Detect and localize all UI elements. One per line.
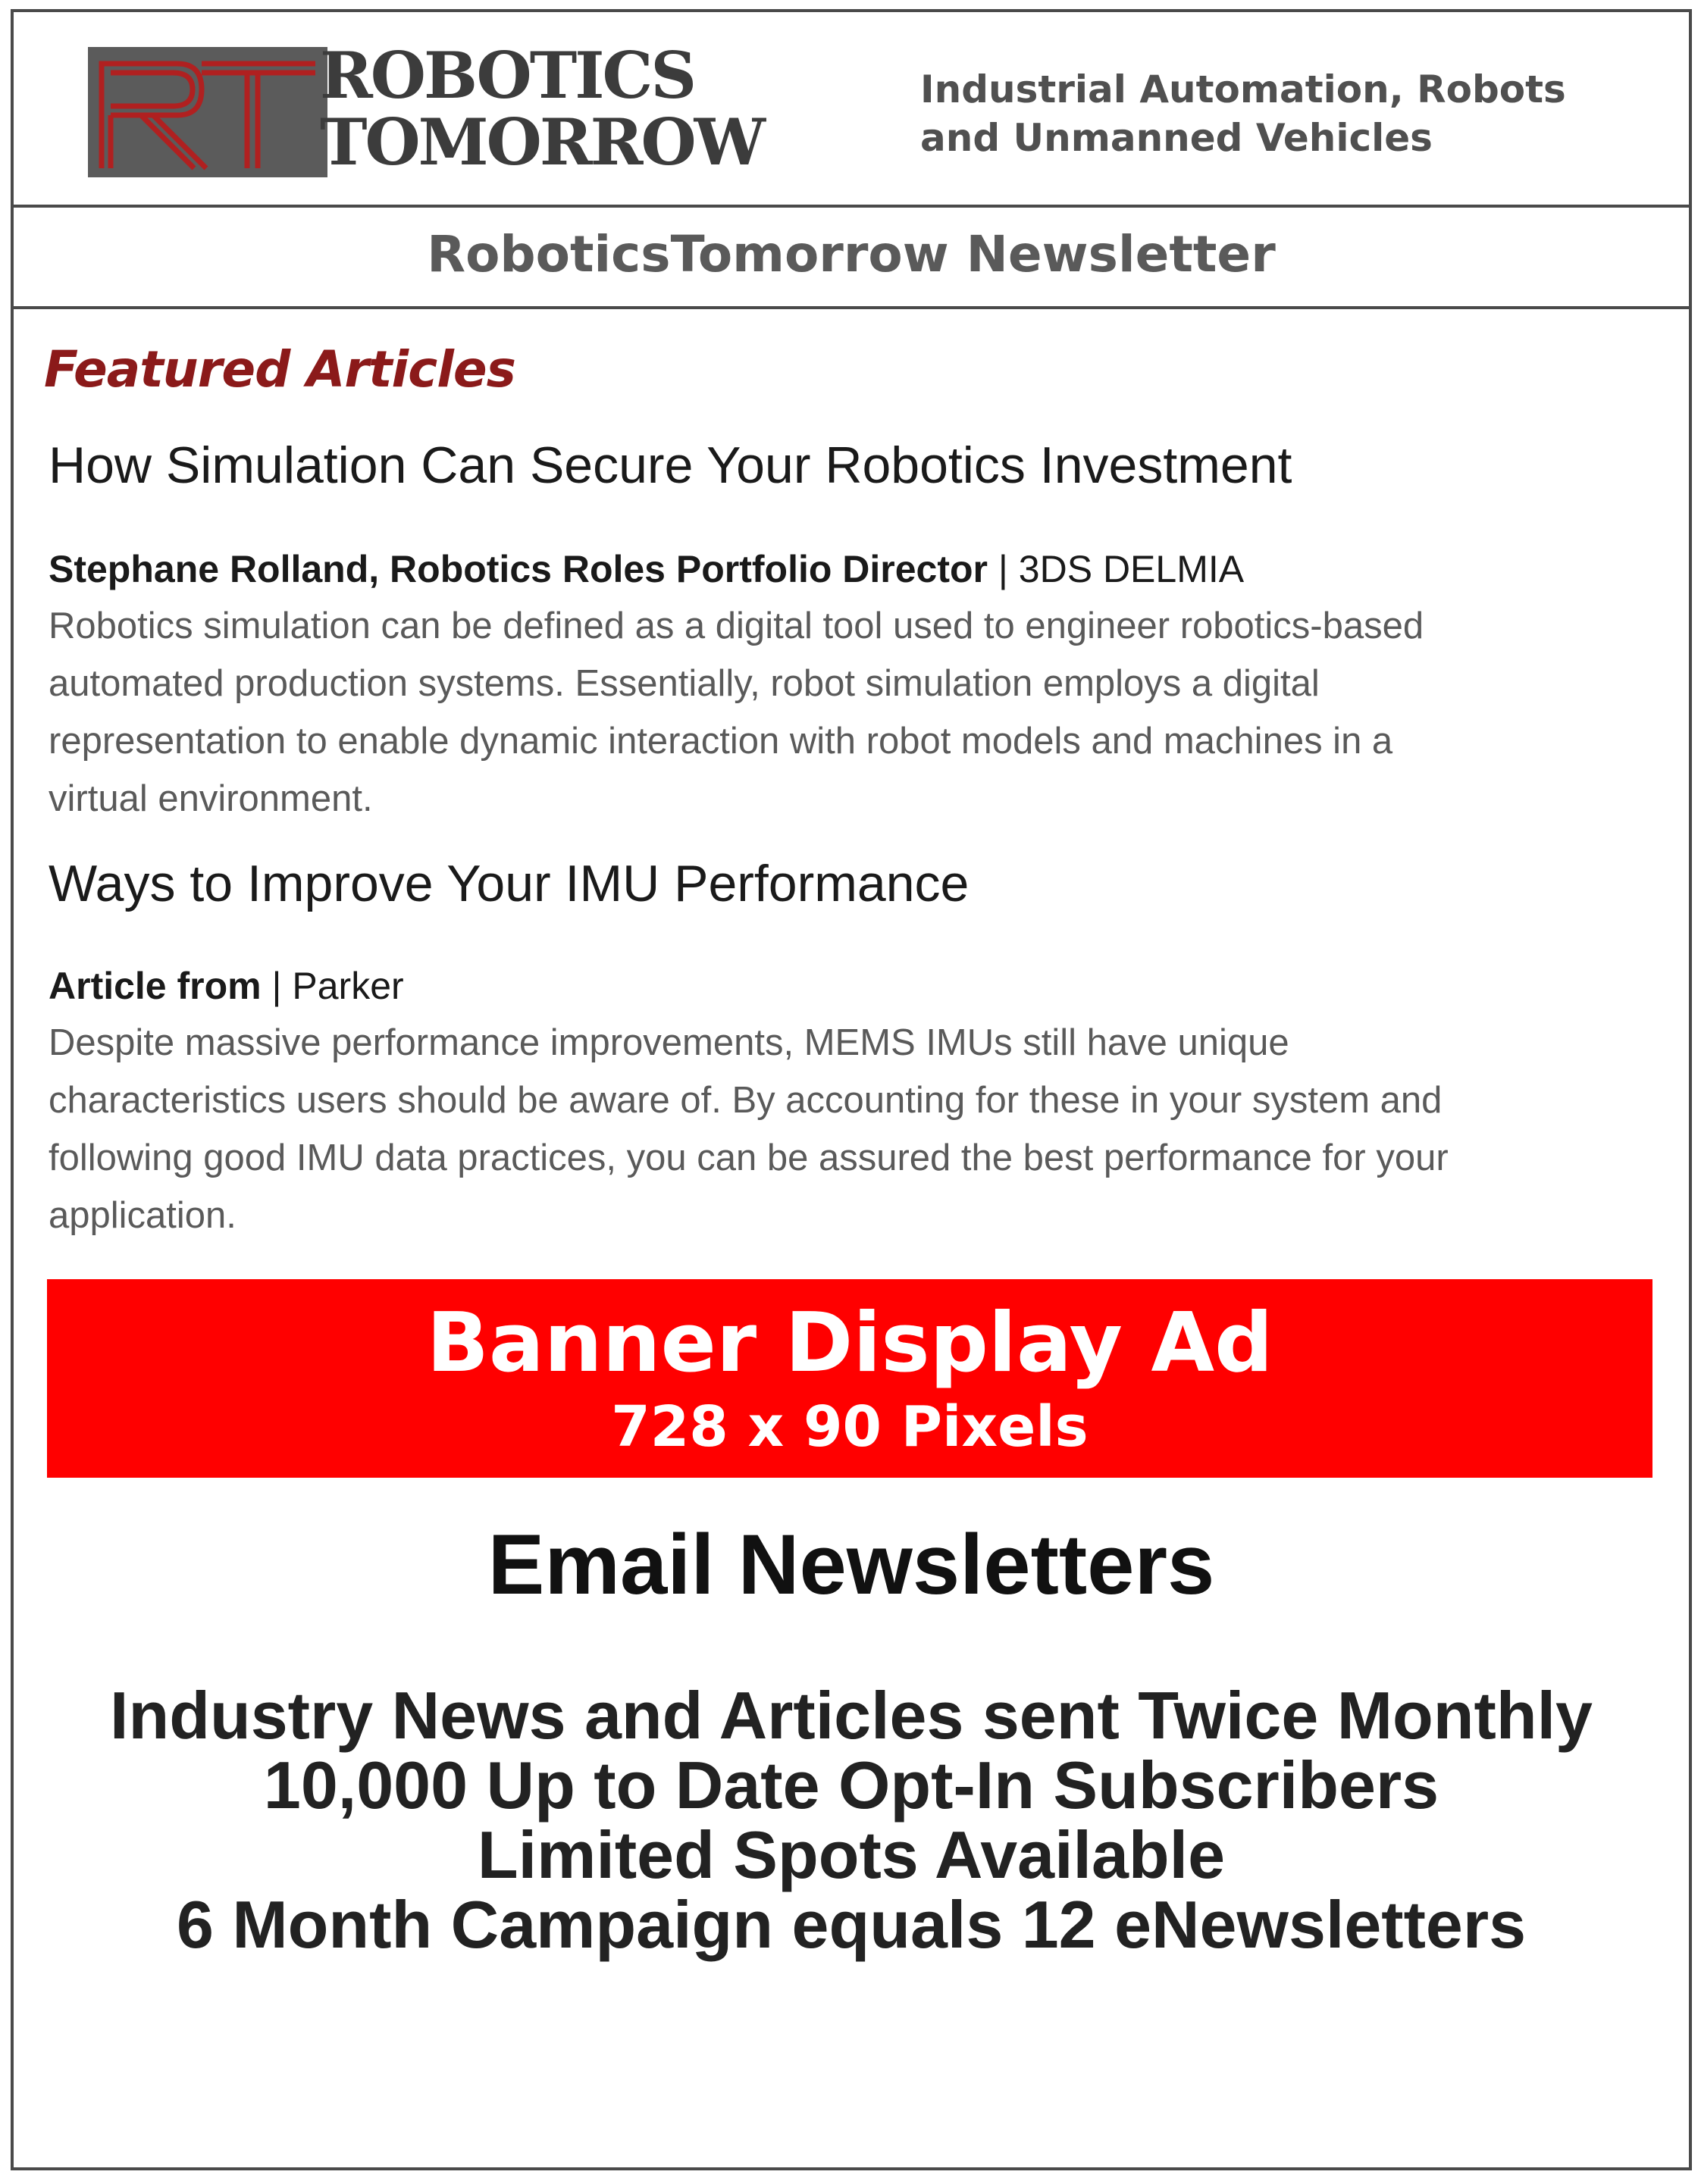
banner-ad-title: Banner Display Ad (426, 1296, 1273, 1391)
promo-line: 6 Month Campaign equals 12 eNewsletters (176, 1887, 1527, 1962)
article-company: | Parker (261, 965, 404, 1007)
email-newsletters-heading: Email Newsletters (487, 1517, 1215, 1612)
article-author: Article from (49, 965, 262, 1007)
site-tagline (920, 65, 1602, 162)
article-summary (49, 1014, 1625, 1244)
promo-details (14, 1678, 1689, 1962)
summary-line: Robotics simulation can be defined as a digital tool used to engineer robotics-based (49, 605, 1424, 646)
summary-line: Despite massive performance improvements, MEMS IMUs still have unique (49, 1022, 1289, 1063)
banner-display-ad[interactable] (47, 1279, 1652, 1478)
tagline-line-2: and Unmanned Vehicles (920, 116, 1433, 160)
article-byline (49, 546, 1244, 593)
article-byline (49, 962, 404, 1009)
featured-articles-heading: Featured Articles (44, 340, 515, 399)
article-summary (49, 597, 1625, 828)
article-title-link[interactable]: How Simulation Can Secure Your Robotics Investment (49, 436, 1292, 494)
promo-line: 10,000 Up to Date Opt-In Subscribers (263, 1748, 1439, 1823)
newsletter-title: RoboticsTomorrow Newsletter (427, 225, 1276, 283)
logo-line-robotics: ROBOTICS (320, 38, 695, 113)
logo-line-tomorrow: TOMORROW (320, 105, 763, 180)
summary-line: representation to enable dynamic interaction with robot models and machines in a (49, 721, 1393, 762)
rt-monogram-icon (88, 47, 327, 177)
summary-line: following good IMU data practices, you can be assured the best performance for your (49, 1137, 1449, 1178)
newsletter-header (14, 12, 1689, 205)
tagline-line-1: Industrial Automation, Robots (920, 67, 1566, 111)
header-divider (11, 205, 1692, 208)
promo-line: Industry News and Articles sent Twice Monthly (110, 1678, 1593, 1753)
article-author: Stephane Rolland, Robotics Roles Portfolio Director (49, 548, 988, 590)
promo-line: Limited Spots Available (477, 1817, 1226, 1892)
summary-line: virtual environment. (49, 778, 373, 819)
rt-logo-wordmark (320, 38, 835, 180)
banner-ad-size: 728 x 90 Pixels (611, 1394, 1089, 1460)
summary-line: automated production systems. Essentially, robot simulation employs a digital (49, 663, 1320, 704)
rt-logo-mark (88, 47, 327, 177)
article-title-link[interactable]: Ways to Improve Your IMU Performance (49, 855, 970, 912)
title-divider (11, 306, 1692, 309)
article-company: | 3DS DELMIA (988, 548, 1245, 590)
summary-line: application. (49, 1195, 237, 1236)
summary-line: characteristics users should be aware of. By accounting for these in your system and (49, 1080, 1443, 1121)
